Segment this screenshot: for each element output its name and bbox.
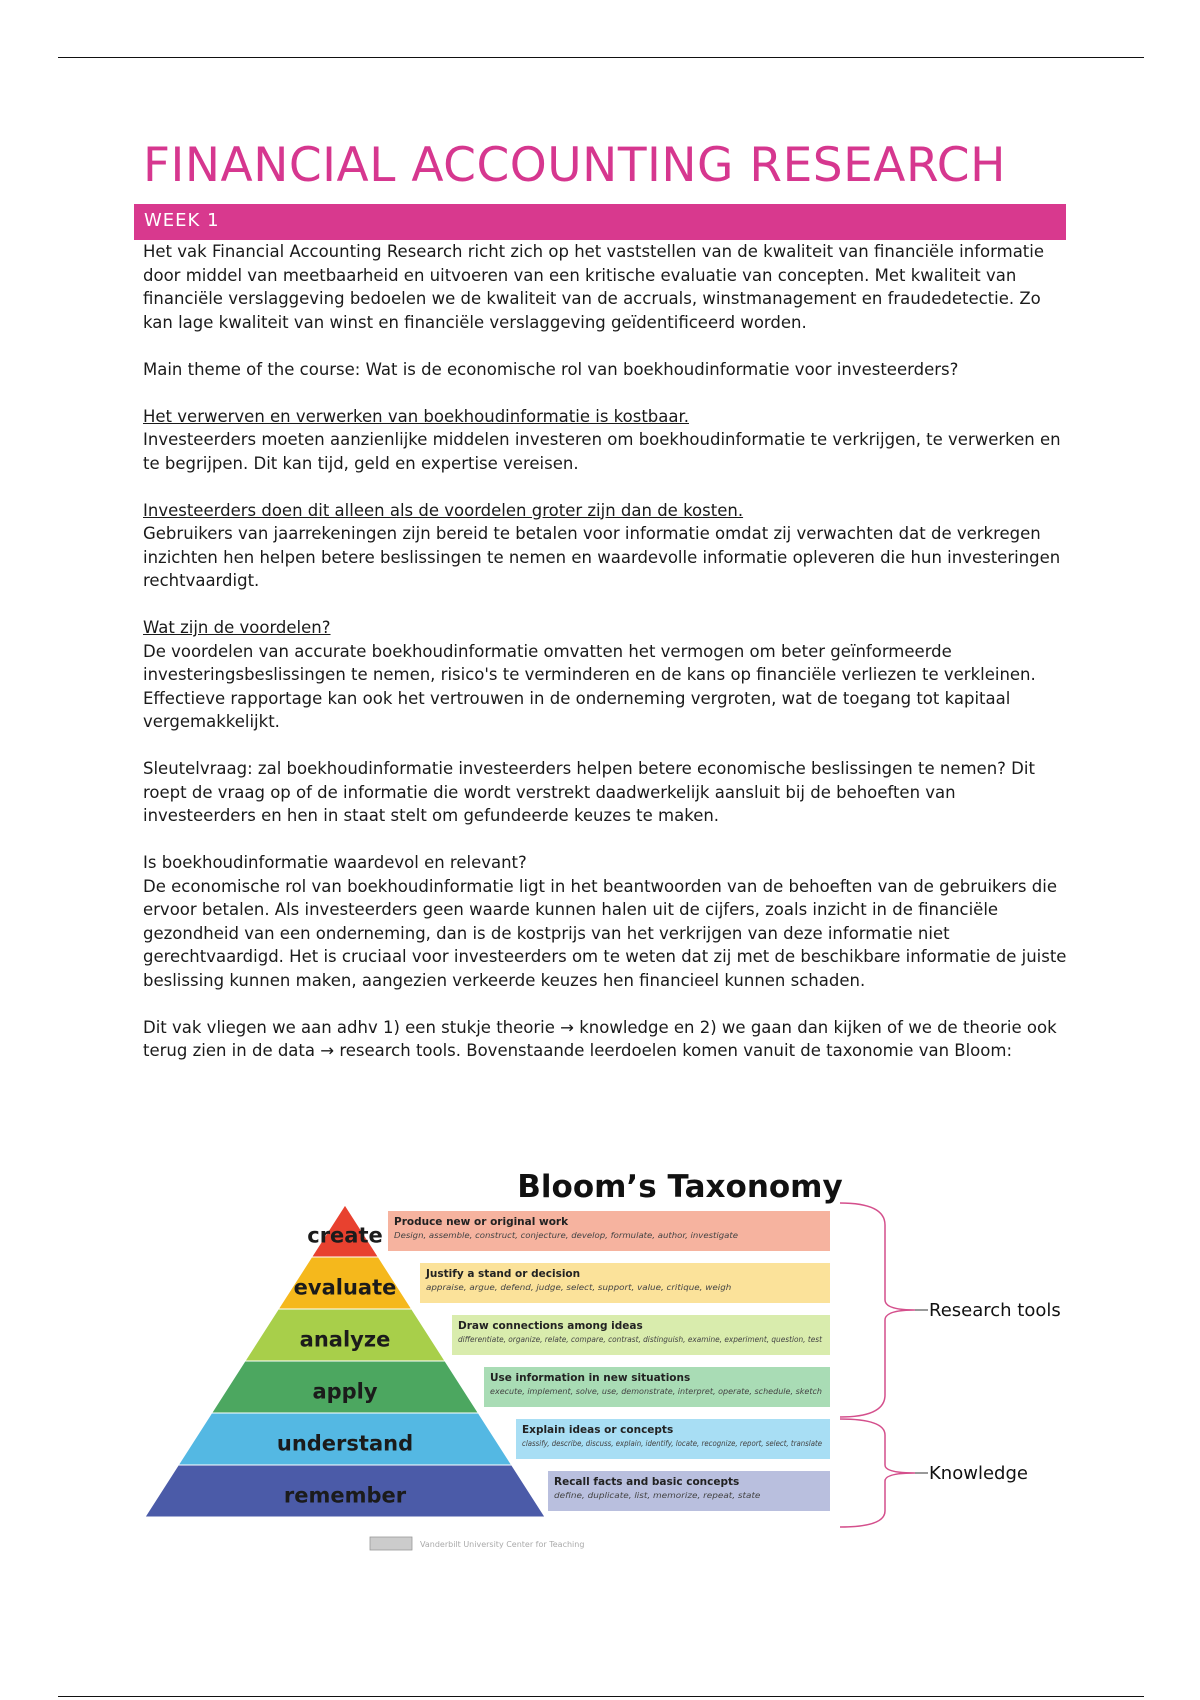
- cost-body: Investeerders moeten aanzienlijke middelen investeren om boekhoudinformatie te verkrijgen, te verwerken en te begrijpen. Dit kan tijd, geld en expertise vereisen.: [143, 430, 1061, 473]
- body-text: [143, 240, 1073, 1086]
- descriptor-verbs-analyze: differentiate, organize, relate, compare, contrast, distinguish, examine, experiment, question, test: [458, 1335, 823, 1344]
- figure-credit: Vanderbilt University Center for Teaching: [420, 1540, 585, 1549]
- descriptor-verbs-create: Design, assemble, construct, conjecture, develop, formulate, author, investigate: [394, 1231, 739, 1240]
- main-theme-paragraph: Main theme of the course: Wat is de economische rol van boekhoudinformatie voor investeerders?: [143, 359, 959, 379]
- descriptor-heading-evaluate: Justify a stand or decision: [426, 1268, 581, 1280]
- section-header-label: WEEK 1: [144, 210, 220, 231]
- intro-paragraph: Het vak Financial Accounting Research richt zich op het vaststellen van de kwaliteit van financiële informatie door middel van meetbaarheid en uitvoeren van een kritische evaluatie van concepten. Met kwaliteit van financiële verslaggeving bedoelen we de kwaliteit van de accruals, winstmanagement en fraudedetectie. Zo kan lage kwaliteit van winst en financiële verslaggeving geïdentificeerd worden.: [143, 242, 1045, 332]
- advantages-body: De voordelen van accurate boekhoudinformatie omvatten het vermogen om beter geïnformeerde investeringsbeslissingen te nemen, risico's te verminderen en de kans op financiële verliezen te verkleinen. Effectieve rapportage kan ook het vertrouwen in de onderneming vergroten, wat de toegang tot kapitaal vergemakkelijkt.: [143, 641, 1036, 731]
- descriptor-verbs-apply: execute, implement, solve, use, demonstrate, interpret, operate, schedule, sketch: [490, 1387, 822, 1396]
- pyramid-label-analyze: analyze: [299, 1327, 391, 1352]
- knowledge-label: Knowledge: [929, 1463, 1028, 1484]
- descriptor-heading-understand: Explain ideas or concepts: [522, 1424, 674, 1436]
- benefit-heading: Investeerders doen dit alleen als de voordelen groter zijn dan de kosten.: [143, 500, 744, 520]
- key-question-paragraph: Sleutelvraag: zal boekhoudinformatie investeerders helpen betere economische beslissingen te nemen? Dit roept de vraag op of de informatie die wordt verstrekt daadwerkelijk aansluit bij de behoeften van investeerders en hen in staat stelt om gefundeerde keuzes te maken.: [143, 759, 1035, 825]
- pyramid-label-remember: remember: [283, 1483, 407, 1508]
- pyramid-label-create: create: [307, 1223, 383, 1248]
- benefit-body: Gebruikers van jaarrekeningen zijn bereid te betalen voor informatie omdat zij verwachten dat de verkregen inzichten hen helpen betere beslissingen te nemen en waardevolle informatie opleveren die hun investeringen rechtvaardigt.: [143, 524, 1061, 590]
- pyramid-label-understand: understand: [276, 1431, 414, 1456]
- valuable-heading: Is boekhoudinformatie waardevol en relevant?: [143, 853, 527, 872]
- descriptor-heading-analyze: Draw connections among ideas: [458, 1320, 643, 1332]
- descriptor-verbs-remember: define, duplicate, list, memorize, repeat, state: [554, 1491, 761, 1500]
- section-header-bar: [134, 204, 1066, 240]
- approach-paragraph: Dit vak vliegen we aan adhv 1) een stukje theorie → knowledge en 2) we gaan dan kijken of we de theorie ook terug zien in de data → research tools. Bovenstaande leerdoelen komen vanuit de taxonomie van Bloom:: [143, 1017, 1057, 1060]
- research-tools-label: Research tools: [929, 1300, 1061, 1321]
- valuable-body: De economische rol van boekhoudinformatie ligt in het beantwoorden van de behoeften van de gebruikers die ervoor betalen. Als investeerders geen waarde kunnen halen uit de cijfers, zoals inzicht in de financiële gezondheid van een onderneming, dan is de kostprijs van het verkrijgen van deze informatie niet gerechtvaardigd. Het is cruciaal voor investeerders om te weten dat zij met de beschikbare informatie de juiste beslissing kunnen maken, aangezien verkeerde keuzes hen financieel kunnen schaden.: [143, 876, 1067, 990]
- knowledge-bracket: [840, 1419, 915, 1527]
- descriptor-heading-remember: Recall facts and basic concepts: [554, 1476, 740, 1488]
- benefit-section: [143, 499, 1073, 593]
- descriptor-verbs-understand: classify, describe, discuss, explain, identify, locate, recognize, report, select, translate: [522, 1439, 823, 1448]
- descriptor-heading-create: Produce new or original work: [394, 1216, 569, 1228]
- descriptor-verbs-evaluate: appraise, argue, defend, judge, select, support, value, critique, weigh: [426, 1283, 732, 1292]
- cc-license-icon: [370, 1537, 412, 1550]
- pyramid-label-apply: apply: [312, 1379, 378, 1404]
- research-tools-bracket: [840, 1203, 915, 1417]
- blooms-taxonomy-figure: [140, 1155, 1070, 1555]
- advantages-heading: Wat zijn de voordelen?: [143, 618, 331, 637]
- cost-section: [143, 405, 1073, 476]
- bottom-rule: [58, 1696, 1144, 1697]
- page-title: FINANCIAL ACCOUNTING RESEARCH: [143, 138, 1006, 193]
- figure-title: Bloom’s Taxonomy: [517, 1169, 843, 1205]
- top-rule: [58, 57, 1144, 58]
- advantages-section: [143, 616, 1073, 734]
- descriptor-heading-apply: Use information in new situations: [490, 1372, 691, 1384]
- blooms-taxonomy-diagram: [140, 1155, 1070, 1555]
- pyramid-label-evaluate: evaluate: [293, 1275, 397, 1300]
- cost-heading: Het verwerven en verwerken van boekhoudinformatie is kostbaar.: [143, 406, 689, 426]
- valuable-section: [143, 851, 1073, 992]
